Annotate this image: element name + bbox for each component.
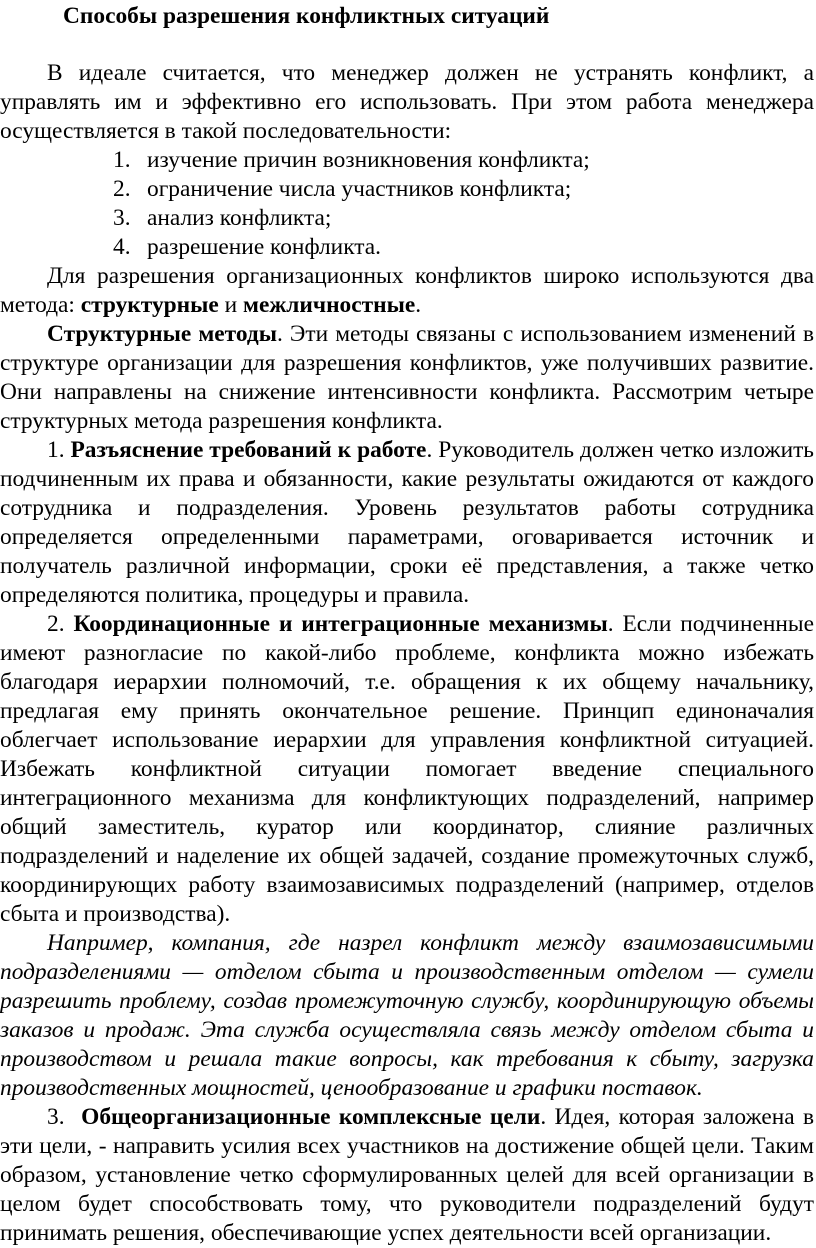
list-text: ограничение числа участников конфликта; — [147, 176, 572, 202]
item-number: 1. — [47, 437, 65, 463]
item-heading: Разъяснение требований к работе — [70, 437, 427, 463]
steps-list — [0, 146, 814, 262]
structural-intro-paragraph — [0, 320, 814, 436]
methods-suffix: . — [415, 292, 422, 318]
item-heading: Координационные и интеграционные механизмы — [73, 611, 608, 637]
methods-paragraph — [0, 262, 814, 320]
list-number: 3. — [113, 205, 131, 231]
list-text: разрешение конфликта. — [147, 234, 381, 260]
item-3-paragraph — [0, 1103, 814, 1248]
item-number: 3. — [47, 1104, 65, 1130]
list-item — [0, 204, 814, 233]
item-heading: Общеорганизационные комплексные цели — [81, 1104, 541, 1130]
item-text: . Руководитель должен четко изложить подчиненным их права и обязанности, какие результаты ожидаются от каждого сотрудника и подразделения. Уровень результатов работы сотрудника определяется определенными параметрами, оговаривается источник и получатель различной информации, сроки её представления, а также четко определяются политика, процедуры и правила. — [0, 437, 814, 608]
list-item — [0, 233, 814, 262]
item-text: . Идея, которая заложена в эти цели, - направить усилия всех участников на достижение общей цели. Таким образом, установление четко сформулированных целей для всей организации в целом будет способствовать тому, что руководители подразделений будут принимать решения, обеспечивающие успех деятельности всей организации. — [0, 1104, 814, 1246]
list-number: 2. — [113, 176, 131, 202]
list-number: 1. — [113, 147, 131, 173]
methods-structural: структурные — [80, 292, 219, 318]
list-text: анализ конфликта; — [147, 205, 332, 231]
item-2-paragraph — [0, 610, 814, 929]
item-number: 2. — [47, 611, 65, 637]
methods-prefix: Для разрешения организационных конфликтов широко используются два метода: — [0, 263, 814, 318]
methods-and: и — [218, 292, 244, 318]
example-paragraph: Например, компания, где назрел конфликт между взаимозависимыми подразделениями — отделом сбыта и производственным отделом — сумели разрешить проблему, создав промежуточную службу, координирующую объемы заказов и продаж. Эта служба осуществляла связь между отделом сбыта и производством и решала такие вопросы, как требования к сбыту, загрузка производственных мощностей, ценообразование и графики поставок. — [0, 930, 814, 1101]
document-title: Способы разрешения конфликтных ситуаций — [63, 3, 550, 29]
item-text: . Если подчиненные имеют разногласие по какой-либо проблеме, конфликта можно избежать благодаря иерархии полномочий, т.е. обращения к их общему начальнику, предлагая ему принять окончательное решение. Принцип единоначалия облегчает использование иерархии для управления конфликтной ситуацией. Избежать конфликтной ситуации помогает введение специального интеграционного механизма для конфликтующих подразделений, например общий заместитель, куратор или координатор, слияние различных подразделений и наделение их общей задачей, создание промежуточных служб, координирующих работу взаимозависимых подразделений (например, отделов сбыта и производства). — [0, 611, 814, 927]
methods-interpersonal: межличностные — [243, 292, 416, 318]
list-item — [0, 175, 814, 204]
list-text: изучение причин возникновения конфликта; — [147, 147, 590, 173]
structural-heading: Структурные методы — [47, 321, 277, 347]
item-1-paragraph — [0, 436, 814, 610]
list-number: 4. — [113, 234, 131, 260]
list-item — [0, 146, 814, 175]
structural-text: . Эти методы связаны с использованием изменений в структуре организации для разрешения конфликтов, уже получивших развитие. Они направлены на снижение интенсивности конфликта. Рассмотрим четыре структурных метода разрешения конфликта. — [0, 321, 814, 434]
intro-paragraph: В идеале считается, что менеджер должен не устранять конфликт, а управлять им и эффективно его использовать. При этом работа менеджера осуществляется в такой последовательности: — [0, 60, 814, 144]
